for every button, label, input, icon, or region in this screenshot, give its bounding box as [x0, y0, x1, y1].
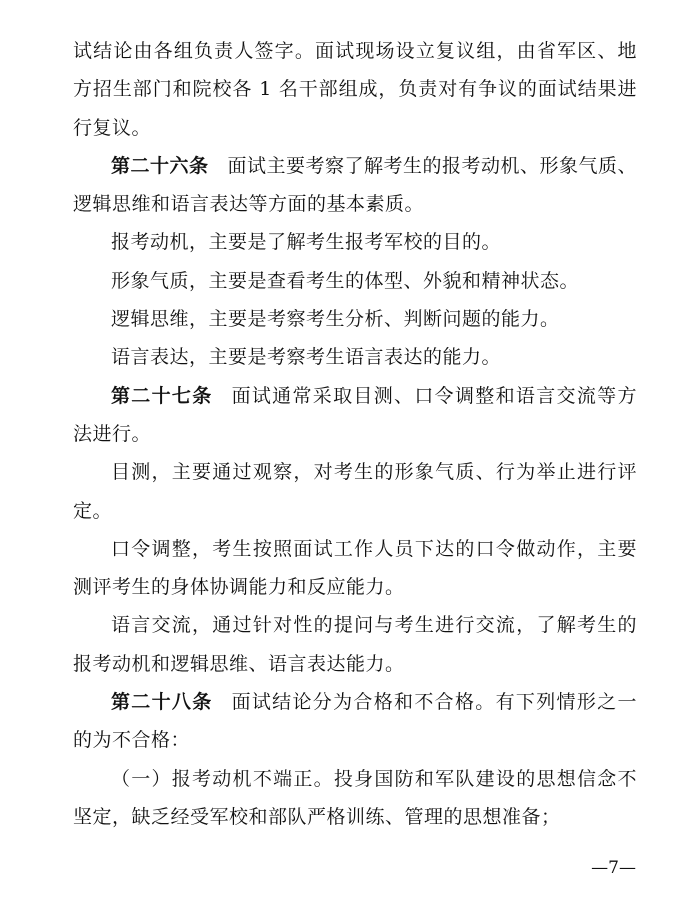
text-line: 测评考生的身体协调能力和反应能力。 — [73, 576, 405, 599]
paragraph-motive: 报考动机，主要是了解考生报考军校的目的。 — [111, 231, 502, 254]
page-number: —7— — [591, 858, 636, 878]
paragraph-command — [73, 530, 637, 607]
paragraph-talk — [73, 606, 637, 683]
article-title: 第二十八条 — [111, 691, 213, 714]
paragraph-continuation — [73, 32, 637, 147]
list-item-1 — [73, 760, 637, 837]
paragraph-visual — [73, 453, 637, 530]
text-line: 定。 — [73, 499, 113, 522]
article-26 — [73, 147, 637, 224]
text-line — [73, 683, 637, 721]
paragraph-logic: 逻辑思维，主要是考察考生分析、判断问题的能力。 — [111, 308, 560, 331]
text-line: 语言交流，通过针对性的提问与考生进行交流，了解考生的 — [111, 614, 637, 637]
text-line — [73, 147, 637, 185]
article-text: 面试通常采取目测、口令调整和语言交流等方 — [231, 384, 637, 407]
text-line — [73, 377, 637, 415]
text-line: （一）报考动机不端正。投身国防和军队建设的思想信念不 — [111, 767, 637, 790]
text-line: 目测，主要通过观察，对考生的形象气质、行为举止进行评 — [111, 461, 637, 484]
text-line: 的为不合格： — [73, 729, 191, 752]
text-line: 口令调整，考生按照面试工作人员下达的口令做动作，主要 — [111, 537, 637, 560]
text-line: 行复议。 — [73, 116, 152, 139]
document-body — [73, 32, 637, 836]
article-text: 面试结论分为合格和不合格。有下列情形之一 — [231, 691, 637, 714]
text-line: 报考动机和逻辑思维、语言表达能力。 — [73, 652, 405, 675]
article-title: 第二十七条 — [111, 384, 213, 407]
text-line: 逻辑思维和语言表达等方面的基本素质。 — [73, 193, 425, 216]
article-28 — [73, 683, 637, 760]
text-line: 坚定，缺乏经受军校和部队严格训练、管理的思想准备； — [73, 805, 561, 828]
article-title: 第二十六条 — [111, 154, 209, 177]
paragraph-image: 形象气质，主要是查看考生的体型、外貌和精神状态。 — [111, 269, 580, 292]
text-line: 方招生部门和院校各 1 名干部组成，负责对有争议的面试结果进 — [73, 78, 637, 101]
article-27 — [73, 377, 637, 454]
text-line: 试结论由各组负责人签字。面试现场设立复议组，由省军区、地 — [73, 40, 637, 62]
article-text: 面试主要考察了解考生的报考动机、形象气质、 — [227, 154, 638, 177]
text-line: 法进行。 — [73, 422, 152, 445]
paragraph-language: 语言表达，主要是考察考生语言表达的能力。 — [111, 346, 502, 369]
